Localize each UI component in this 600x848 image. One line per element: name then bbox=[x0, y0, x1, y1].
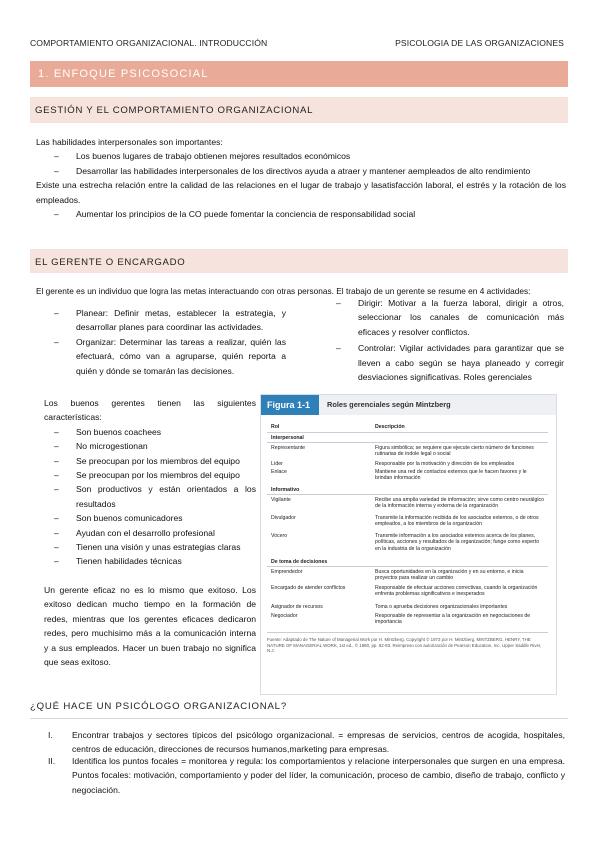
list-item: – No microgestionan bbox=[54, 441, 148, 452]
role-name: Negociador bbox=[271, 613, 298, 619]
col-rol: Rol bbox=[271, 424, 280, 430]
gestion-bullet-2: – Desarrollar las habilidades interpersonales de los directivos ayuda a atraer y mantener aempleados de alto rendimiento bbox=[54, 164, 570, 178]
role-name: Asignador de recursos bbox=[271, 604, 323, 610]
dash: – bbox=[54, 165, 59, 176]
divider bbox=[267, 566, 548, 567]
item-number: II. bbox=[48, 756, 56, 766]
role-desc: Responsable de efectuar acciones correctivas, cuando la organización enfrenta problemas significativos e inesperados bbox=[375, 585, 538, 598]
role-name: Emprendedor bbox=[271, 569, 303, 575]
section-1-banner bbox=[30, 61, 568, 87]
role-desc: Responsable por la motivación y dirección de los empleados bbox=[375, 461, 515, 467]
gestion-paragraph: Existe una estrecha relación entre la calidad de las relaciones en el lugar de trabajo y lasatisfacción laboral, el estrés y la rotación de los empleados. bbox=[36, 180, 566, 205]
role-desc: Figura simbólica; se requiere que ejecute cierto número de funciones rutinarias de índole legal o social bbox=[375, 445, 534, 458]
list-item: – Se preocupan por los miembros del equipo bbox=[54, 455, 240, 466]
dash: – bbox=[54, 209, 59, 220]
role-name: Divulgador bbox=[271, 515, 296, 521]
role-name: Enlace bbox=[271, 469, 287, 475]
list-item: – Tienen una visión y unas estrategias claras bbox=[54, 542, 241, 553]
list-item: – Son buenos coachees bbox=[54, 426, 162, 437]
gestion-bullet-last: – Aumentar los principios de la CO puede fomentar la conciencia de responsabilidad social bbox=[54, 207, 566, 221]
list-item: – Son buenos comunicadores bbox=[54, 513, 183, 524]
role-desc: Toma o aprueba decisiones organizacionales importantes bbox=[375, 604, 508, 610]
item-number: I. bbox=[48, 730, 53, 740]
gestion-bullet-1: – Los buenos lugares de trabajo obtienen mejores resultados económicos bbox=[54, 149, 566, 163]
group-interpersonal: Interpersonal bbox=[271, 435, 304, 441]
psicologo-rule bbox=[30, 718, 568, 719]
role-desc: Responsable de representar a la organización en negociaciones de importancia bbox=[375, 613, 531, 626]
role-desc: Busca oportunidades en la organización y en su entorno, e inicia proyectos para realizar un cambio bbox=[375, 569, 524, 582]
role-name: Vigilante bbox=[271, 497, 291, 503]
role-name: Representante bbox=[271, 445, 306, 451]
gerente-banner bbox=[30, 249, 568, 273]
dash: – bbox=[54, 336, 59, 347]
gerente-title: EL GERENTE O ENCARGADO bbox=[35, 257, 186, 268]
header-left: COMPORTAMIENTO ORGANIZACIONAL. INTRODUCCIÓN bbox=[30, 38, 268, 48]
list-item: – Se preocupan por los miembros del equipo bbox=[54, 470, 240, 481]
divider bbox=[267, 432, 548, 433]
figure-source: Fuente: Adaptado de The Nature of Managerial Work por H. Mintzberg. Copyright © 1973 por H. Mintzberg. MINTZBERG, HENRY, THE NATURE OF MANAGERIAL WORK, 1st ed., © 1980, pp. 92-93. Reimpreso con autorización de Pearson Education, Inc. Upper Saddle River, N.J. bbox=[267, 637, 542, 654]
item-text: Identifica los puntos focales = monitorea y regula: los comportamientos y relacione interpersonales que surgen en una empresa. Puntos focales: motivación, comportamiento y poder del líder, la comunicación, proceso de cambio, diseño de trabajo, conflicto y negociación. bbox=[72, 756, 565, 795]
divider bbox=[267, 442, 548, 443]
list-item: – Son productivos y están orientados a los resultados bbox=[54, 484, 256, 509]
figure-title: Roles gerenciales según Mintzberg bbox=[327, 400, 451, 409]
dash: – bbox=[54, 151, 59, 162]
group-decisiones: De toma de decisiones bbox=[271, 559, 328, 565]
figure-tag: Figura 1-1 bbox=[261, 395, 319, 415]
figure-mintzberg bbox=[260, 394, 557, 695]
dash: – bbox=[54, 308, 59, 318]
activity-dirigir: – Dirigir: Motivar a la fuerza laboral, dirigir a otros, seleccionar los canales de comunicación más eficaces y resolver conflictos. bbox=[336, 298, 564, 337]
dash: – bbox=[336, 298, 341, 308]
gestion-banner bbox=[30, 97, 568, 123]
role-desc: Recibe una amplia variedad de información; sirve como centro neurálgico de la información interna y externa de la organización bbox=[375, 497, 544, 510]
list-item: – Ayudan con el desarrollo profesional bbox=[54, 527, 215, 538]
group-informativo: Informativo bbox=[271, 487, 300, 493]
divider bbox=[267, 494, 548, 495]
col-desc: Descripción bbox=[375, 424, 405, 430]
dash: – bbox=[336, 343, 341, 354]
buenos-gerentes bbox=[44, 396, 256, 569]
psicologo-item-1 bbox=[30, 728, 565, 757]
activity-organizar: – Organizar: Determinar las tareas a realizar, quién las efectuará, cómo van a agruparse, quién reporta a quién y dónde se tomarán las decisiones. bbox=[54, 336, 286, 376]
buenos-intro: Los buenos gerentes tienen las siguientes características: bbox=[44, 398, 256, 423]
role-name: Líder bbox=[271, 461, 283, 467]
header-right: PSICOLOGIA DE LAS ORGANIZACIONES bbox=[395, 38, 564, 48]
role-name: Encargado de atender conflictos bbox=[271, 585, 346, 591]
activities-right bbox=[336, 296, 564, 384]
gestion-body bbox=[36, 135, 566, 221]
list-item: – Tienen habilidades técnicas bbox=[54, 556, 182, 567]
role-desc: Transmite la información recibida de los asociados externos, o de otros empleados, a los miembros de la organización bbox=[375, 515, 539, 528]
figure-header bbox=[261, 395, 556, 415]
role-desc: Transmite información a los asociados externos acerca de los planes, políticas, acciones y resultados de la organización; funge como experto en la industria de la organización bbox=[375, 533, 540, 552]
gerente-intro: El gerente es un individuo que logra las metas interactuando con otras personas. El trabajo de un gerente se resume en 4 actividades: bbox=[36, 286, 531, 296]
gestion-intro: Las habilidades interpersonales son importantes: bbox=[36, 137, 223, 147]
gestion-title: GESTIÓN Y EL COMPORTAMIENTO ORGANIZACIONAL bbox=[35, 105, 314, 116]
section-1-title: 1. ENFOQUE PSICOSOCIAL bbox=[38, 68, 209, 80]
gerente-closing: Un gerente eficaz no es lo mismo que exitoso. Los exitoso dedican mucho tiempo en la formación de redes, mientras que los gerentes eficaces dedicaron redes, pero muchisimo más a la comunicación interna y a sus empleados. Hacer un buen trabajo no significa que seas exitoso. bbox=[44, 585, 256, 668]
activity-controlar: – Controlar: Vigilar actividades para garantizar que se lleven a cabo según se haya planeado y corregir desviaciones significativas. Roles gerenciales bbox=[336, 343, 564, 383]
divider bbox=[267, 632, 548, 633]
activity-planear: – Planear: Definir metas, establecer la estrategia, y desarrollar planes para coordinar las actividades. bbox=[54, 308, 286, 333]
activities-left bbox=[54, 306, 286, 378]
role-desc: Mantiene una red de contactos externos que le hacen favores y le brindan información bbox=[375, 469, 527, 482]
role-name: Vocero bbox=[271, 533, 288, 539]
item-text: Encontrar trabajos y sectores típicos del psicólogo organizacional. = empresas de servicios, centros de acogida, hospitales, centros de educación, direcciones de recursos humanos,marketing para empresas. bbox=[72, 730, 565, 755]
psicologo-title: ¿QUÉ HACE UN PSICÓLOGO ORGANIZACIONAL? bbox=[30, 701, 287, 712]
psicologo-item-2 bbox=[30, 754, 565, 797]
buenos-list bbox=[54, 425, 256, 569]
